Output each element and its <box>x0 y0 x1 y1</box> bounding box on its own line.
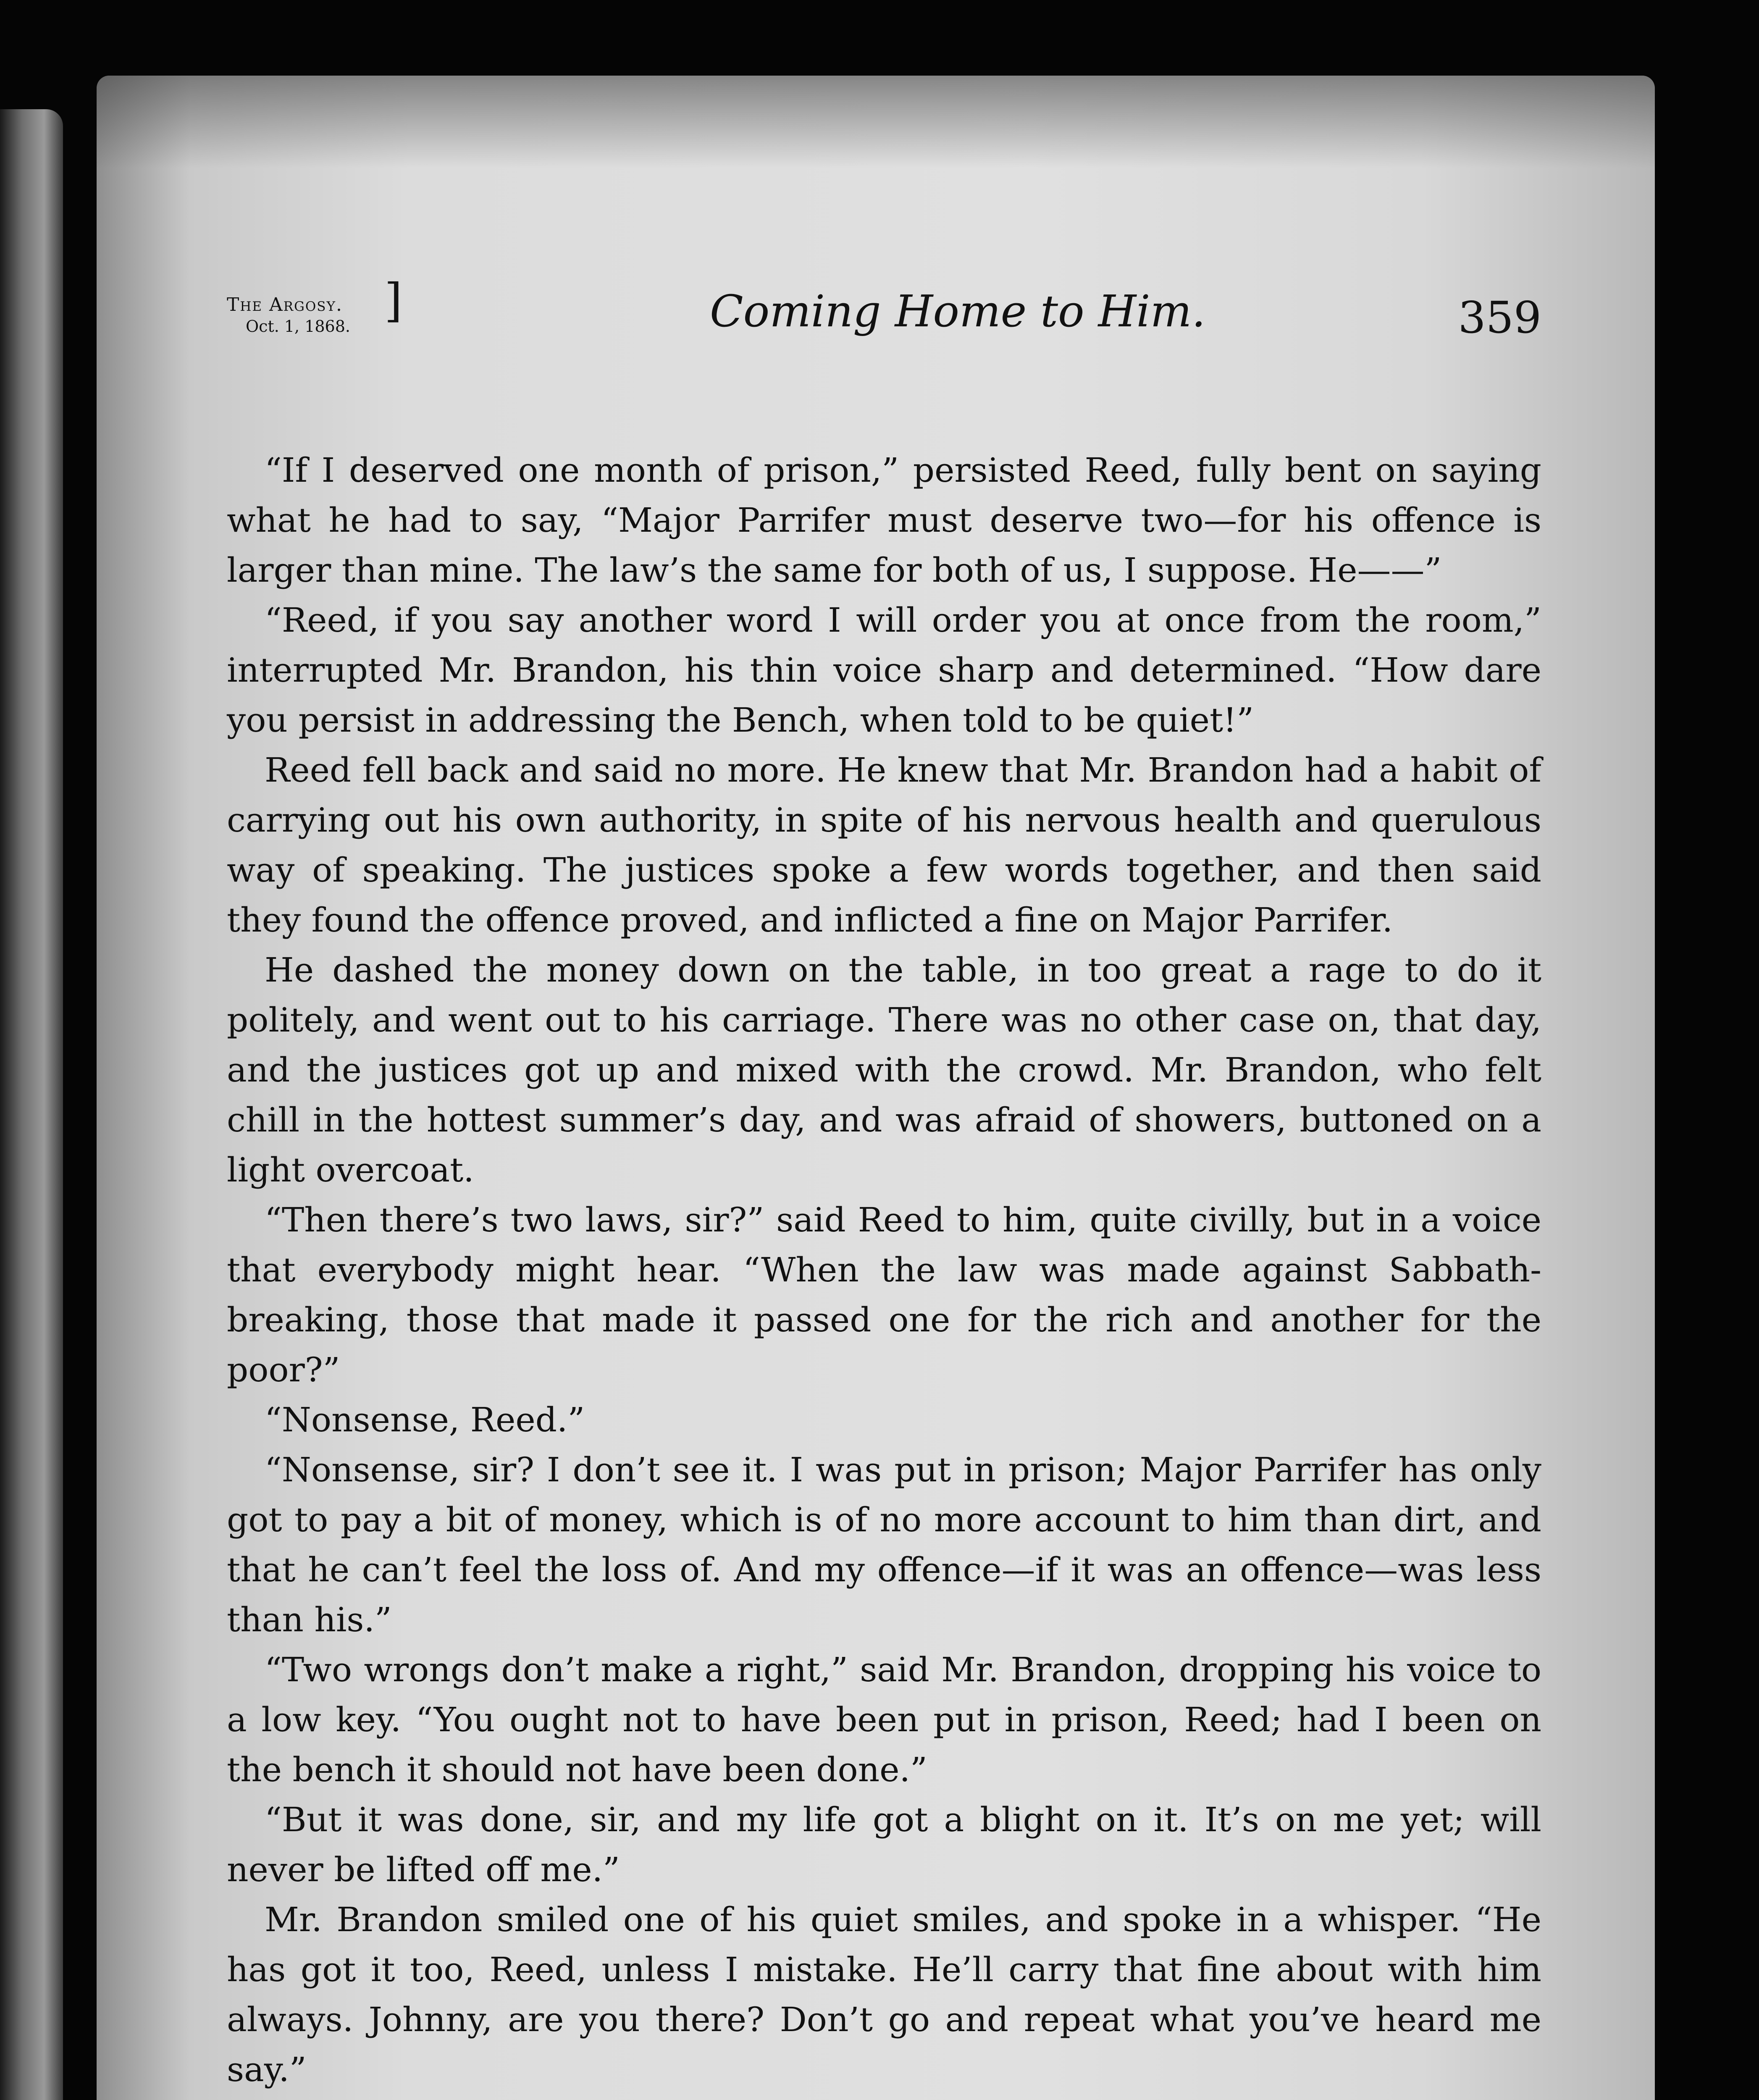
journal-name: The Argosy. <box>227 294 343 315</box>
paragraph: He dashed the money down on the table, in too great a rage to do it politely, and went out to his carriage. There was no other case on, that day, and the justices got up and mixed with the crowd. Mr. Brandon, who felt chill in the hottest summer’s day, and was afraid of showers, buttoned on a light overcoat. <box>227 950 1541 1189</box>
paragraph: “Nonsense, sir? I don’t see it. I was put in prison; Major Parrifer has only got to pay a bit of money, which is of no more account to him than dirt, and that he can’t feel the loss of. And my offence—if it was an offence—was less than his.” <box>227 1450 1541 1639</box>
paragraph: Mr. Brandon smiled one of his quiet smiles, and spoke in a whisper. “He has got it too, Reed, unless I mistake. He’ll carry that fine about with him always. Johnny, are you there? Don’t go and repeat what you’ve heard me say.” <box>227 1900 1541 2089</box>
paragraph: “Two wrongs don’t make a right,” said Mr. Brandon, dropping his voice to a low key. “You ought not to have been put in prison, Reed; had I been on the bench it should not have been done.” <box>227 1650 1541 1789</box>
header-bracket: ] <box>384 273 402 327</box>
paragraph: “But it was done, sir, and my life got a blight on it. It’s on me yet; will never be lifted off me.” <box>227 1800 1541 1889</box>
page-shadow <box>97 76 1655 168</box>
facing-page-edge <box>0 109 63 2100</box>
issue-date: Oct. 1, 1868. <box>246 317 350 336</box>
paragraph: “Nonsense, Reed.” <box>265 1400 585 1439</box>
paragraph: “Reed, if you say another word I will order you at once from the room,” interrupted Mr. Brandon, his thin voice sharp and determined. “How dare you persist in addressing the Bench, when told to be quiet!” <box>227 601 1541 740</box>
running-header <box>227 273 1541 357</box>
paragraph: “If I deserved one month of prison,” persisted Reed, fully bent on saying what he had to say, “Major Parrifer must deserve two—for his offence is larger than mine. The law’s the same for both of us, I suppose. He——” <box>227 451 1541 590</box>
journal-reference <box>227 294 403 349</box>
running-title: Coming Home to Him. <box>710 286 1206 337</box>
paragraph: Reed fell back and said no more. He knew that Mr. Brandon had a habit of carrying out his own authority, in spite of his nervous health and querulous way of speaking. The justices spoke a few words together, and then said they found the offence proved, and inflicted a fine on Major Parrifer. <box>227 751 1541 940</box>
paragraph: “Then there’s two laws, sir?” said Reed to him, quite civilly, but in a voice that everybody might hear. “When the law was made against Sabbath-breaking, those that made it passed one for the rich and another for the poor?” <box>227 1200 1541 1389</box>
book-page <box>97 76 1655 2100</box>
paragraph <box>227 2095 1541 2100</box>
page-number: 359 <box>1458 292 1541 343</box>
body-text <box>227 445 1541 2100</box>
